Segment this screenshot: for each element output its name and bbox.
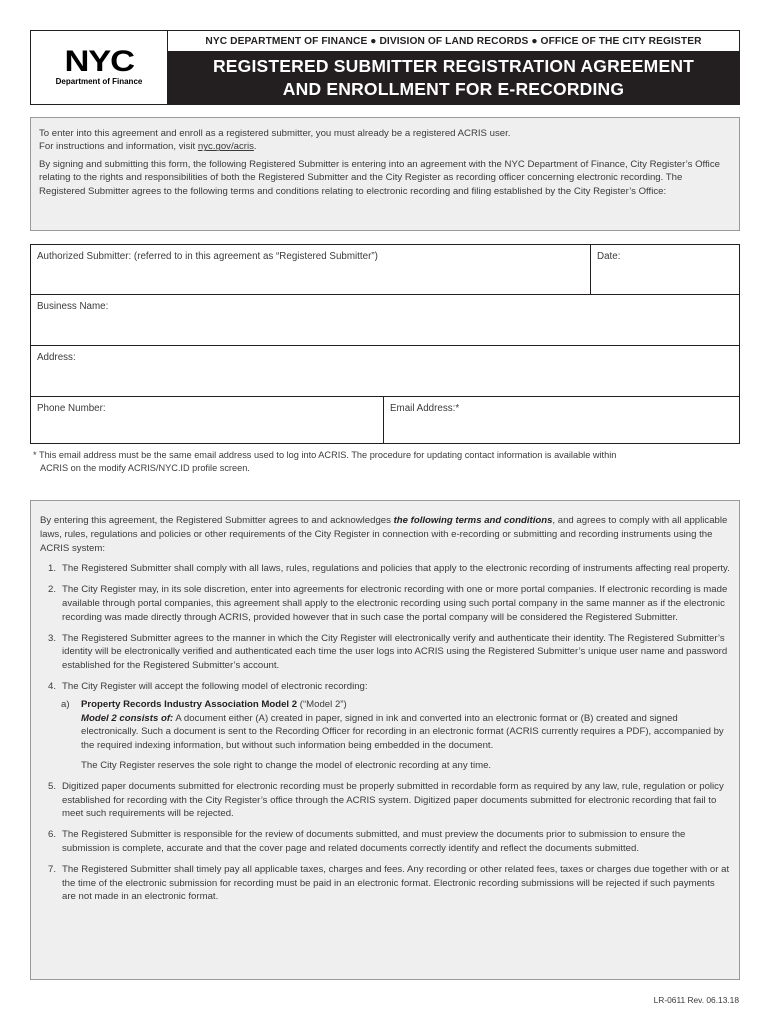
term-text: The Registered Submitter agrees to the manner in which the City Register will electronically verify and authenticate their identity. The Registered Submitter’s identity will be electronically verified and authenticated each time the user logs into ACRIS using the Registered Submitter’s unique user name and password established for the Registered Submitter’s account.: [62, 632, 728, 672]
date-label: Date:: [597, 251, 621, 262]
registration-form: [30, 244, 740, 444]
date-field[interactable]: [591, 245, 740, 294]
row-contact: [31, 397, 739, 444]
term-text: The City Register will accept the following model of electronic recording:: [62, 680, 368, 692]
intro-period: .: [253, 141, 257, 153]
terms-box: [30, 500, 740, 980]
intro-paragraph-2: By signing and submitting this form, the following Registered Submitter is entering into an agreement with the NYC Department of Finance, City Register’s Office relating to the rights and responsibilities of both the Registered Submitter and the City Register as recording officer concerning electronic recording. The Registered Submitter agrees to the following terms and conditions relating to electronic recording and filing established by the City Register’s Office:: [39, 158, 720, 197]
email-footnote: [33, 449, 738, 475]
form-header: [30, 30, 740, 105]
row-authorized: [31, 245, 739, 295]
row-address: [31, 346, 739, 397]
form-title: [168, 52, 739, 104]
term-item: [40, 562, 731, 576]
subitem-letter: a): [61, 698, 70, 710]
terms-lead-bold: the following terms and conditions: [393, 515, 553, 526]
term-item: [40, 828, 731, 856]
authorized-submitter-field[interactable]: [31, 245, 591, 294]
intro-box: [30, 117, 740, 231]
form-title-line1: REGISTERED SUBMITTER REGISTRATION AGREEMENT: [212, 56, 695, 76]
intro-line-2: For instructions and information, visit: [39, 141, 198, 153]
model-2-consists-label: Model 2 consists of:: [81, 712, 174, 724]
term-item: [40, 780, 731, 821]
term-number: 4.: [47, 680, 56, 692]
term-item: [40, 680, 731, 694]
term-number: 3.: [47, 632, 56, 644]
term-number: 2.: [47, 584, 56, 596]
term-text: The City Register may, in its sole discretion, enter into agreements for electronic recording with one or more portal companies. If electronic recording is made available through portal companies, this agreement shall apply to the electronic recording using such portal company in the same manner as if the electronic recording was made directly through ACRIS, provided however that in such case the portal company will be considered the Registered Submitter.: [62, 584, 728, 623]
term-number: 6.: [47, 829, 56, 841]
term-item: [40, 583, 731, 624]
term-text: Digitized paper documents submitted for electronic recording must be properly submitted in recordable form as required by any law, rule, regulation or policy established for recording with the City Register’s office through the ACRIS system. Digitized paper documents submitted for electronic recording that fail to meet such requirements will be rejected.: [62, 780, 724, 820]
acris-link[interactable]: nyc.gov/acris: [197, 141, 254, 153]
model-2-title-rest: (“Model 2”): [297, 698, 347, 710]
form-number: LR-0611 Rev. 06.13.18: [653, 995, 739, 1005]
term-text: The Registered Submitter shall timely pay all applicable taxes, charges and fees. Any recording or other related fees, taxes or charges due together with or at the time of the electronic submission for recording must be paid in an electronic format. Electronic recording submissions will be rejected if such payments are not made in an electronic format.: [62, 863, 730, 903]
footnote-line-2: ACRIS on the modify ACRIS/NYC.ID profile screen.: [40, 462, 250, 473]
logo-text: NYC: [64, 45, 134, 78]
term-text: The Registered Submitter is responsible for the review of documents submitted, and must preview the documents prior to submission to ensure the submission is complete, accurate and that the cover page and related documents correctly identify and reflect the documents submitted.: [62, 829, 686, 854]
email-address-label: Email Address:*: [390, 403, 460, 414]
intro-paragraph-1: [39, 127, 731, 154]
phone-number-field[interactable]: [31, 397, 384, 444]
nyc-logo: [31, 31, 168, 104]
logo-subtitle: Department of Finance: [55, 77, 143, 86]
authorized-submitter-label: Authorized Submitter: (referred to in this agreement as “Registered Submitter”): [37, 251, 378, 262]
terms-lead: [40, 514, 731, 555]
intro-line-1: To enter into this agreement and enroll as a registered submitter, you must already be a registered ACRIS user.: [39, 128, 511, 139]
form-title-line2: AND ENROLLMENT FOR E-RECORDING: [282, 79, 625, 99]
footnote-line-1: * This email address must be the same email address used to log into ACRIS. The procedure for updating contact information is available within: [33, 450, 617, 460]
terms-lead-suffix: , and agrees to comply with all applicable laws, rules, regulations and policies or other requirements of the City Register in connection with e-recording or submitting and recording instruments using the ACRIS system:: [40, 515, 728, 554]
term-item: [40, 632, 731, 673]
business-name-label: Business Name:: [37, 301, 109, 312]
subitem-text: [81, 698, 731, 753]
row-business: [31, 295, 739, 346]
phone-number-label: Phone Number:: [37, 403, 106, 414]
model-2-subitem: [61, 698, 731, 753]
term-item: [40, 863, 731, 904]
model-2-title: Property Records Industry Association Model 2: [81, 698, 298, 710]
term-text: The Registered Submitter shall comply with all laws, rules, regulations and policies that apply to the electronic recording of instruments affecting real property.: [62, 563, 730, 575]
terms-lead-prefix: By entering this agreement, the Registered Submitter agrees to and acknowledges: [40, 515, 394, 526]
model-2-consists-text: A document either (A) created in paper, signed in ink and converted into an electronic format or (B) created and signed electronically. Such a document is sent to the Recording Officer for recording in an electronic format (ACRIS currently requires a PDF), accompanied by the required indexing information, but without such information being embedded in the document.: [81, 712, 724, 752]
address-field[interactable]: [31, 346, 739, 396]
business-name-field[interactable]: [31, 295, 739, 345]
agency-line: NYC DEPARTMENT OF FINANCE ● DIVISION OF LAND RECORDS ● OFFICE OF THE CITY REGISTER: [168, 31, 739, 52]
term-number: 7.: [47, 863, 56, 875]
reserve-right-note: The City Register reserves the sole right to change the model of electronic recording at any time.: [81, 759, 492, 771]
address-label: Address:: [37, 352, 76, 363]
term-number: 5.: [47, 780, 56, 792]
term-number: 1.: [47, 563, 56, 575]
email-address-field[interactable]: [384, 397, 740, 444]
